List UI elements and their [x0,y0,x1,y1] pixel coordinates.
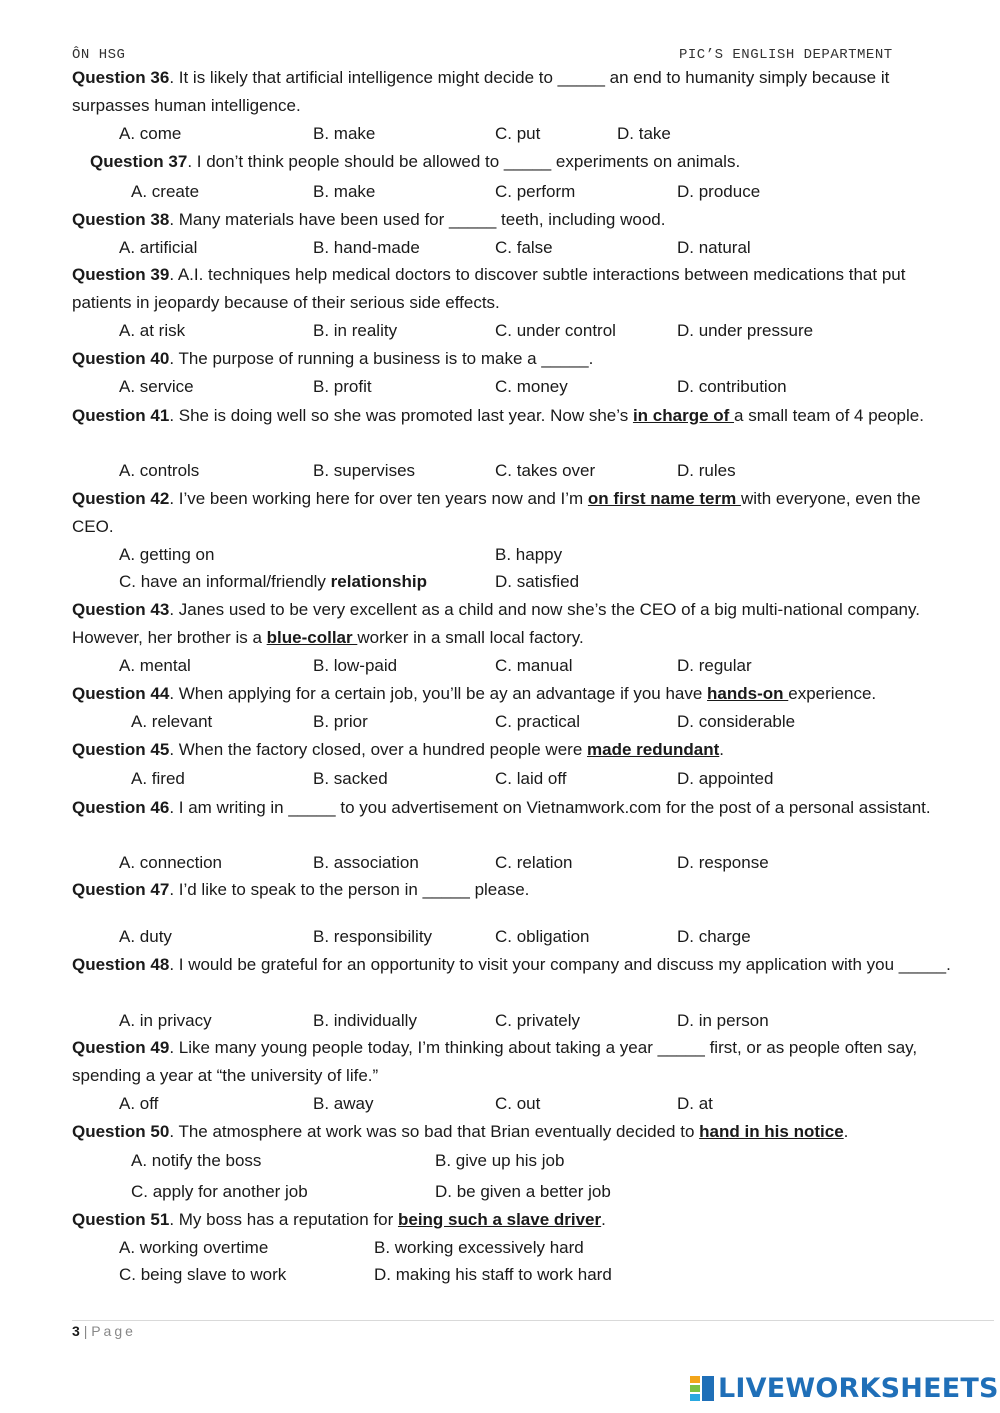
option-c[interactable]: C. out [495,1094,541,1113]
question-number: Question 51 [72,1210,170,1229]
question-47 [72,876,960,904]
option-c[interactable]: C. manual [495,656,573,675]
question-51 [72,1206,960,1234]
question-44 [72,680,960,708]
question-number: Question 49 [72,1038,170,1057]
option-d[interactable]: D. contribution [677,377,787,396]
footer-divider [72,1320,994,1321]
option-c[interactable]: C. being slave to work [119,1265,287,1284]
option-d[interactable]: D. take [617,124,671,143]
option-d[interactable]: D. regular [677,656,752,675]
question-text-end: . [719,740,724,759]
question-text: . The purpose of running a business is to make a _____. [169,349,594,368]
option-a[interactable]: A. controls [119,461,200,480]
option-b[interactable]: B. individually [313,1011,417,1030]
question-text: . When the factory closed, over a hundred people were [169,740,587,759]
question-text: . My boss has a reputation for [169,1210,398,1229]
option-c[interactable]: C. money [495,377,568,396]
option-d[interactable]: D. in person [677,1011,769,1030]
question-39 [72,261,960,316]
option-c[interactable]: C. takes over [495,461,596,480]
option-b[interactable]: B. make [313,182,376,201]
question-text: . I’d like to speak to the person in _____ please. [169,880,530,899]
question-number: Question 45 [72,740,170,759]
page-footer [72,1323,136,1339]
question-text-end: experience. [788,684,877,703]
question-text-end: . [601,1210,606,1229]
option-b[interactable]: B. sacked [313,769,388,788]
underlined-phrase: hand in his notice [699,1122,844,1141]
option-a[interactable]: A. relevant [131,712,213,731]
option-a[interactable]: A. fired [131,769,185,788]
underlined-phrase: hands-on [707,684,789,703]
option-d[interactable]: D. response [677,853,769,872]
option-d[interactable]: D. under pressure [677,321,814,340]
question-text: . Janes used to be very excellent as a child and now she’s the CEO of a big multi-national company. However, her brother is a [72,600,920,647]
question-text-end: . [843,1122,849,1141]
question-number: Question 40 [72,349,170,368]
option-d[interactable]: D. appointed [677,769,774,788]
question-43 [72,596,960,651]
option-b[interactable]: B. give up his job [435,1151,565,1170]
liveworksheets-logo-icon [690,1376,714,1402]
option-a[interactable]: A. service [119,377,194,396]
option-b[interactable]: B. make [313,124,376,143]
header-right: PIC’S ENGLISH DEPARTMENT [679,47,893,63]
option-d[interactable]: D. natural [677,238,751,257]
option-b[interactable]: B. working excessively hard [374,1238,584,1257]
page-number: 3 [72,1323,80,1339]
option-a[interactable]: A. getting on [119,545,215,564]
question-number: Question 46 [72,798,170,817]
option-b[interactable]: B. happy [495,545,563,564]
question-number: Question 47 [72,880,170,899]
option-b[interactable]: B. away [313,1094,374,1113]
question-text: . The atmosphere at work was so bad that Brian eventually decided to [169,1122,700,1141]
option-a[interactable]: A. come [119,124,182,143]
question-text-end: a small team of 4 people. [734,406,924,425]
liveworksheets-logo-text: LIVEWORKSHEETS [718,1373,999,1404]
underlined-phrase: being such a slave driver [397,1210,602,1229]
question-number: Question 36 [72,68,170,87]
option-c[interactable]: C. apply for another job [131,1182,308,1201]
underlined-phrase: on first name term [587,489,741,508]
question-number: Question 38 [72,210,170,229]
question-text-end: worker in a small local factory. [357,627,584,647]
question-text: . A.I. techniques help medical doctors to discover subtle interactions between medications that put patients in jeopardy because of their serious side effects. [72,265,906,312]
question-number: Question 39 [72,265,170,284]
question-number: Question 42 [72,489,170,508]
question-number: Question 43 [72,600,170,619]
header-left: ÔN HSG [72,47,126,63]
question-text-end: with everyone, even the CEO. [72,489,921,536]
option-a[interactable]: A. in privacy [119,1011,212,1030]
option-c[interactable]: C. under control [495,321,616,340]
option-b[interactable]: B. hand-made [313,238,420,257]
question-50 [72,1118,960,1146]
option-d[interactable]: D. considerable [677,712,796,731]
question-41 [72,402,960,430]
question-number: Question 41 [72,406,170,425]
option-c-bold: relationship [330,572,428,591]
question-number: Question 50 [72,1122,170,1141]
page-separator: | [83,1323,88,1339]
question-37 [90,148,960,176]
option-b[interactable]: B. profit [313,377,372,396]
option-c[interactable]: C. laid off [495,769,567,788]
option-a[interactable]: A. connection [119,853,223,872]
option-b[interactable]: B. supervises [313,461,416,480]
question-46 [72,794,960,822]
option-a[interactable]: A. off [119,1094,159,1113]
option-b[interactable]: B. association [313,853,419,872]
option-b[interactable]: B. in reality [313,321,398,340]
option-b[interactable]: B. low-paid [313,656,398,675]
option-c[interactable]: C. practical [495,712,581,731]
question-36 [72,64,960,119]
option-c[interactable]: C. privately [495,1011,581,1030]
option-a[interactable]: A. at risk [119,321,186,340]
option-a[interactable]: A. create [131,182,200,201]
option-a[interactable]: A. working overtime [119,1238,269,1257]
option-a[interactable]: A. mental [119,656,191,675]
question-42 [72,485,960,540]
question-text: . Many materials have been used for _____ teeth, including wood. [169,210,666,229]
option-d[interactable]: D. satisfied [495,572,580,591]
question-text: . Like many young people today, I’m thinking about taking a year _____ first, or as people often say, spending a year at “the university of life.” [72,1038,918,1085]
underlined-phrase: made redundant [587,740,720,759]
option-c[interactable] [119,571,427,593]
underlined-phrase: blue-collar [266,627,358,647]
question-text: . It is likely that artificial intelligence might decide to _____ an end to humanity simply because it surpasses human intelligence. [72,68,890,115]
question-text: . I don’t think people should be allowed to _____ experiments on animals. [187,152,741,171]
question-45 [72,736,960,764]
option-a[interactable]: A. artificial [119,238,198,257]
option-b[interactable]: B. prior [313,712,368,731]
option-c[interactable]: C. perform [495,182,576,201]
question-text: . I am writing in _____ to you advertisement on Vietnamwork.com for the post of a personal assistant. [169,798,931,817]
question-38 [72,206,960,234]
option-d[interactable]: D. charge [677,927,751,946]
option-c[interactable]: C. false [495,238,553,257]
question-number: Question 37 [90,152,188,171]
option-d[interactable]: D. produce [677,182,761,201]
option-d[interactable]: D. be given a better job [435,1182,611,1201]
option-c[interactable]: C. put [495,124,541,143]
option-c-text: C. have an informal/friendly [119,572,331,591]
question-48 [72,951,960,979]
option-c[interactable]: C. relation [495,853,573,872]
question-text: . I’ve been working here for over ten years now and I’m [169,489,588,508]
underlined-phrase: in charge of [632,406,735,425]
option-a[interactable]: A. notify the boss [131,1151,262,1170]
question-40 [72,345,960,373]
question-49 [72,1034,960,1089]
question-text: . When applying for a certain job, you’ll be ay an advantage if you have [169,684,708,703]
liveworksheets-logo[interactable] [690,1374,999,1404]
page-label: Page [91,1323,136,1339]
option-b[interactable]: B. responsibility [313,927,433,946]
option-d[interactable]: D. at [677,1094,713,1113]
question-text: . I would be grateful for an opportunity to visit your company and discuss my application with you _____. [169,955,951,974]
question-number: Question 44 [72,684,170,703]
option-d[interactable]: D. making his staff to work hard [374,1265,612,1284]
option-d[interactable]: D. rules [677,461,736,480]
question-text: . She is doing well so she was promoted last year. Now she’s [169,406,633,425]
option-c[interactable]: C. obligation [495,927,590,946]
option-a[interactable]: A. duty [119,927,172,946]
question-number: Question 48 [72,955,170,974]
